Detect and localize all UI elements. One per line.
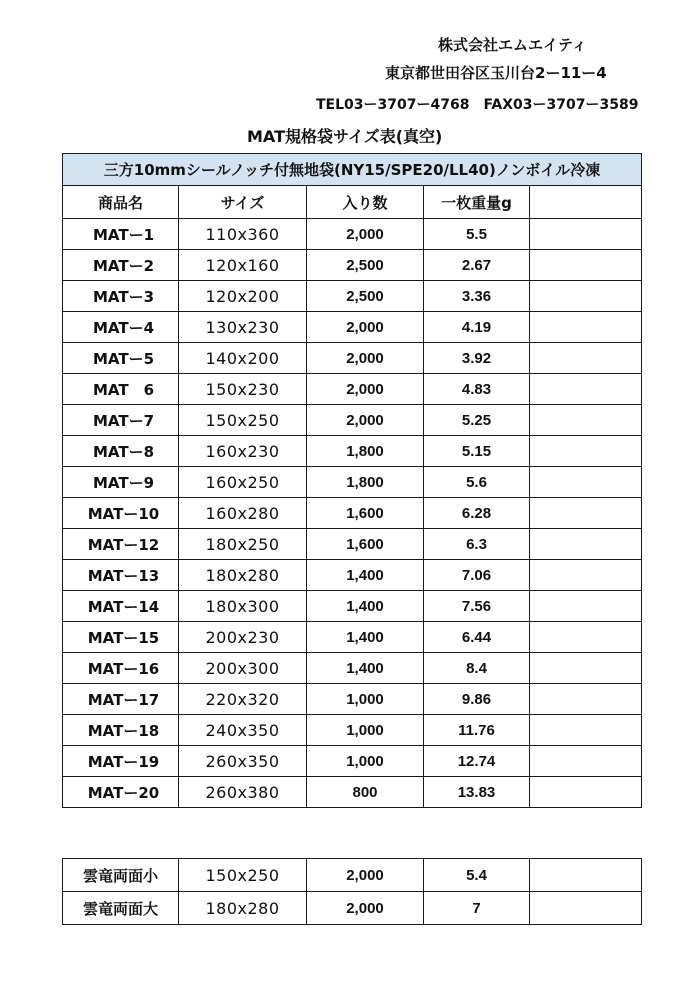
table-row — [63, 560, 642, 591]
cell-qty: 2,000 — [307, 892, 424, 925]
cell-qty: 2,500 — [307, 281, 424, 312]
cell-name: MATー18 — [63, 715, 179, 746]
cell-weight: 2.67 — [424, 250, 530, 281]
cell-qty: 1,000 — [307, 746, 424, 777]
cell-size: 200x230 — [179, 622, 307, 653]
cell-size: 160x280 — [179, 498, 307, 529]
table-row — [63, 467, 642, 498]
table-row — [63, 498, 642, 529]
cell-qty: 2,000 — [307, 343, 424, 374]
cell-blank — [530, 250, 642, 281]
table-row — [63, 591, 642, 622]
cell-weight: 5.25 — [424, 405, 530, 436]
cell-name: MAT 6 — [63, 374, 179, 405]
cell-qty: 2,000 — [307, 405, 424, 436]
cell-size: 120x160 — [179, 250, 307, 281]
cell-size: 110x360 — [179, 219, 307, 250]
cell-qty: 1,400 — [307, 653, 424, 684]
table-row — [63, 684, 642, 715]
cell-blank — [530, 591, 642, 622]
cell-size: 260x350 — [179, 746, 307, 777]
column-header: 入り数 — [307, 186, 424, 219]
cell-size: 140x200 — [179, 343, 307, 374]
cell-size: 180x250 — [179, 529, 307, 560]
cell-weight: 5.5 — [424, 219, 530, 250]
table-row — [63, 892, 642, 925]
cell-qty: 1,600 — [307, 498, 424, 529]
table-row — [63, 281, 642, 312]
cell-name: MATー9 — [63, 467, 179, 498]
table-row — [63, 653, 642, 684]
document-title: MAT規格袋サイズ表(真空) — [247, 127, 443, 146]
column-header: サイズ — [179, 186, 307, 219]
table-row — [63, 343, 642, 374]
spec-row — [63, 154, 642, 186]
cell-qty: 1,000 — [307, 684, 424, 715]
cell-weight: 3.36 — [424, 281, 530, 312]
cell-weight: 6.28 — [424, 498, 530, 529]
cell-blank — [530, 343, 642, 374]
cell-weight: 6.44 — [424, 622, 530, 653]
cell-size: 150x250 — [179, 405, 307, 436]
cell-blank — [530, 374, 642, 405]
cell-size: 130x230 — [179, 312, 307, 343]
cell-size: 150x230 — [179, 374, 307, 405]
cell-blank — [530, 529, 642, 560]
cell-name: MATー3 — [63, 281, 179, 312]
cell-weight: 7.56 — [424, 591, 530, 622]
cell-size: 260x380 — [179, 777, 307, 808]
cell-weight: 5.6 — [424, 467, 530, 498]
cell-qty: 1,600 — [307, 529, 424, 560]
cell-name: MATー1 — [63, 219, 179, 250]
cell-name: MATー19 — [63, 746, 179, 777]
cell-blank — [530, 684, 642, 715]
cell-blank — [530, 859, 642, 892]
cell-blank — [530, 653, 642, 684]
cell-name: MATー15 — [63, 622, 179, 653]
cell-weight: 3.92 — [424, 343, 530, 374]
cell-weight: 5.15 — [424, 436, 530, 467]
header-row — [63, 186, 642, 219]
cell-size: 180x280 — [179, 560, 307, 591]
cell-qty: 1,800 — [307, 467, 424, 498]
cell-name: MATー4 — [63, 312, 179, 343]
cell-name: MATー7 — [63, 405, 179, 436]
cell-weight: 4.83 — [424, 374, 530, 405]
column-header — [530, 186, 642, 219]
cell-name: 雲竜両面大 — [63, 892, 179, 925]
column-header: 商品名 — [63, 186, 179, 219]
cell-qty: 1,400 — [307, 560, 424, 591]
cell-weight: 6.3 — [424, 529, 530, 560]
cell-blank — [530, 892, 642, 925]
cell-size: 180x300 — [179, 591, 307, 622]
column-header: 一枚重量g — [424, 186, 530, 219]
table-row — [63, 250, 642, 281]
cell-weight: 8.4 — [424, 653, 530, 684]
cell-name: MATー16 — [63, 653, 179, 684]
cell-weight: 7 — [424, 892, 530, 925]
size-table — [62, 153, 642, 808]
cell-blank — [530, 622, 642, 653]
cell-size: 120x200 — [179, 281, 307, 312]
table-row — [63, 777, 642, 808]
cell-name: MATー5 — [63, 343, 179, 374]
cell-blank — [530, 746, 642, 777]
table-row — [63, 219, 642, 250]
cell-qty: 1,400 — [307, 622, 424, 653]
cell-blank — [530, 715, 642, 746]
cell-weight: 13.83 — [424, 777, 530, 808]
cell-size: 220x320 — [179, 684, 307, 715]
cell-name: MATー8 — [63, 436, 179, 467]
cell-qty: 800 — [307, 777, 424, 808]
cell-weight: 7.06 — [424, 560, 530, 591]
company-address: 東京都世田谷区玉川台2ー11ー4 — [385, 64, 607, 82]
company-name: 株式会社エムエイティ — [438, 36, 587, 54]
cell-size: 150x250 — [179, 859, 307, 892]
cell-qty: 2,500 — [307, 250, 424, 281]
cell-qty: 1,800 — [307, 436, 424, 467]
cell-qty: 2,000 — [307, 374, 424, 405]
table-row — [63, 859, 642, 892]
cell-weight: 9.86 — [424, 684, 530, 715]
cell-blank — [530, 405, 642, 436]
table-row — [63, 436, 642, 467]
cell-qty: 2,000 — [307, 312, 424, 343]
table-row — [63, 746, 642, 777]
cell-name: MATー2 — [63, 250, 179, 281]
cell-name: 雲竜両面小 — [63, 859, 179, 892]
cell-blank — [530, 467, 642, 498]
cell-qty: 1,400 — [307, 591, 424, 622]
cell-size: 200x300 — [179, 653, 307, 684]
cell-blank — [530, 312, 642, 343]
cell-size: 160x230 — [179, 436, 307, 467]
table-row — [63, 405, 642, 436]
table-row — [63, 622, 642, 653]
cell-weight: 4.19 — [424, 312, 530, 343]
contact-numbers: TEL03ー3707ー4768 FAX03ー3707ー3589 — [316, 97, 639, 113]
cell-qty: 2,000 — [307, 219, 424, 250]
cell-blank — [530, 777, 642, 808]
cell-blank — [530, 560, 642, 591]
spec-cell: 三方10mmシールノッチ付無地袋(NY15/SPE20/LL40)ノンボイル冷凍 — [63, 154, 642, 186]
cell-name: MATー12 — [63, 529, 179, 560]
cell-size: 180x280 — [179, 892, 307, 925]
cell-size: 160x250 — [179, 467, 307, 498]
table-row — [63, 312, 642, 343]
cell-blank — [530, 436, 642, 467]
cell-qty: 2,000 — [307, 859, 424, 892]
cell-name: MATー20 — [63, 777, 179, 808]
cell-name: MATー13 — [63, 560, 179, 591]
table-row — [63, 374, 642, 405]
extra-table — [62, 858, 642, 925]
cell-qty: 1,000 — [307, 715, 424, 746]
table-row — [63, 529, 642, 560]
cell-weight: 12.74 — [424, 746, 530, 777]
cell-name: MATー17 — [63, 684, 179, 715]
cell-weight: 11.76 — [424, 715, 530, 746]
cell-blank — [530, 498, 642, 529]
cell-name: MATー10 — [63, 498, 179, 529]
table-row — [63, 715, 642, 746]
cell-blank — [530, 281, 642, 312]
cell-blank — [530, 219, 642, 250]
cell-name: MATー14 — [63, 591, 179, 622]
cell-size: 240x350 — [179, 715, 307, 746]
cell-weight: 5.4 — [424, 859, 530, 892]
